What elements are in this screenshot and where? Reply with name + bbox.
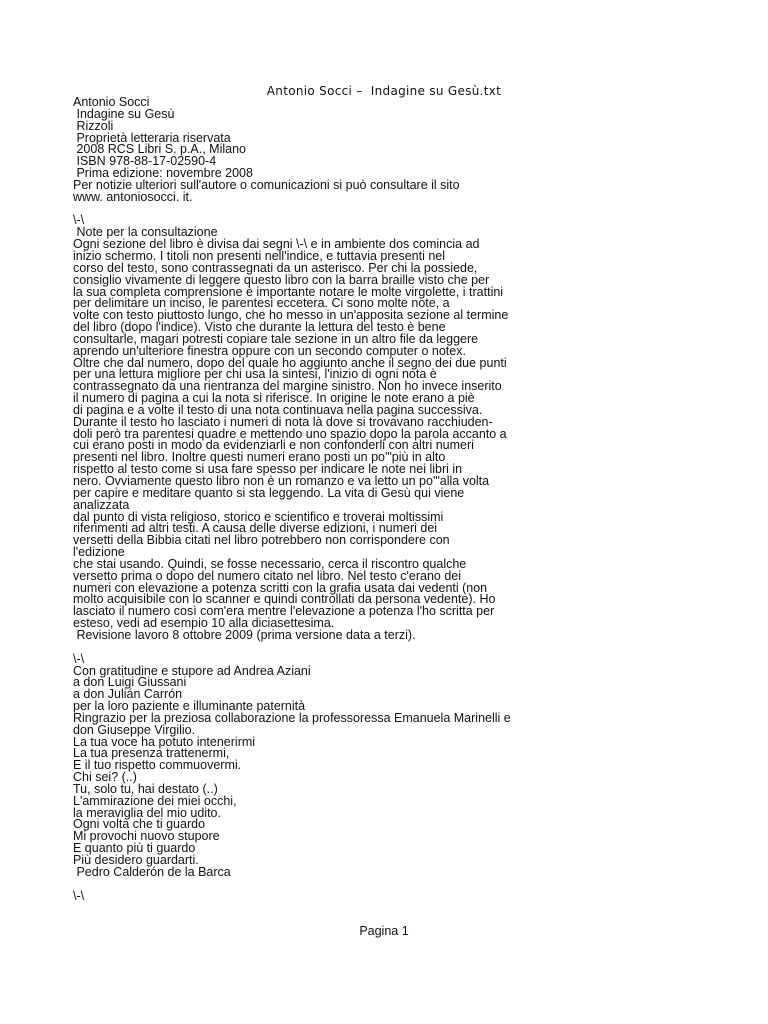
text-line: Prima edizione: novembre 2008: [73, 166, 253, 181]
text-line: analizzata: [73, 497, 130, 512]
text-line: dal punto di vista religioso, storico e scientifico e troverai moltissimi: [73, 509, 444, 524]
text-line: nero. Ovviamente questo libro non è un romanzo e va letto un po'"alla volta: [73, 474, 490, 488]
text-line: a don Luigi Giussani: [73, 675, 187, 690]
text-line: l'edizione: [73, 545, 125, 560]
text-line: corso del testo, sono contrassegnati da un asterisco. Per chi la possiede,: [73, 260, 478, 275]
text-line: versetto prima o dopo del numero citato nel libro. Nel testo c'erano dei: [73, 568, 462, 583]
text-line: numeri con elevazione a potenza scritti con la grafia usata dai vedenti (non: [73, 580, 488, 595]
text-line: Chi sei? (..): [73, 770, 137, 785]
text-line: il numero di pagina a cui la nota si riferisce. In origine le note erano a piè: [73, 391, 475, 406]
text-line: per capire e meditare quanto si sta leggendo. La vita di Gesù qui viene: [73, 485, 465, 500]
text-line: Indagine su Gesù: [73, 106, 175, 121]
text-line: \-\: [73, 651, 85, 666]
text-line: Ogni volta che ti guardo: [73, 817, 206, 832]
text-line: \-\: [73, 888, 85, 903]
text-line: molto acquisibile con lo scanner e quindi controllati da persona vedente). Ho: [73, 592, 496, 607]
text-line: la meraviglia del mio udito.: [73, 805, 221, 820]
text-line: Revisione lavoro 8 ottobre 2009 (prima versione data a terzi).: [73, 627, 416, 642]
text-line: ISBN 978-88-17-02590-4: [73, 154, 217, 169]
text-line: cui erano posti in modo da evidenziarli e non confonderli con altri numeri: [73, 438, 474, 453]
document-body: [73, 97, 763, 902]
text-line: consultarle, magari potresti copiare tale sezione in un altro file da leggere: [73, 331, 479, 346]
text-line: La tua voce ha potuto intenerirmi: [73, 734, 256, 749]
text-line: Tu, solo tu, hai destato (..): [73, 781, 218, 796]
text-line: [73, 642, 763, 654]
text-line: a don Julián Carrón: [73, 687, 183, 702]
text-line: Ogni sezione del libro è divisa dai segni \-\ e in ambiente dos comincia ad: [73, 237, 480, 252]
text-line: Oltre che dal numero, dopo del quale ho aggiunto anche il segno dei due punti: [73, 355, 507, 370]
text-line: presenti nel libro. Inoltre questi numeri erano posti un po'"più in alto: [73, 450, 446, 465]
text-line: La tua presenza trattenermi,: [73, 746, 230, 761]
text-line: Antonio Socci: [73, 95, 150, 109]
text-line: volte con testo piuttosto lungo, che ho messo in un'apposita sezione al termine: [73, 308, 509, 323]
text-line: Proprietà letteraria riservata: [73, 130, 231, 145]
text-line: Per notizie ulteriori sull'autore o comunicazioni si può consultare il sito: [73, 177, 460, 192]
text-line: lasciato il numero così com'era mentre l'elevazione a potenza l'ho scritta per: [73, 604, 495, 619]
text-line: 2008 RCS Libri S. p.A., Milano: [73, 142, 246, 157]
text-line: del libro (dopo l'indice). Visto che durante la lettura del testo è bene: [73, 320, 446, 335]
text-line: Con gratitudine e stupore ad Andrea Aziani: [73, 663, 311, 678]
text-line: E quanto più ti guardo: [73, 841, 196, 856]
text-line: versetti della Bibbia citati nel libro potrebbero non corrispondere con: [73, 533, 450, 548]
text-line: Pedro Calderón de la Barca: [73, 864, 231, 879]
text-line: L'ammirazione dei miei occhi,: [73, 793, 237, 808]
document-title: Antonio Socci – Indagine su Gesù.txt: [266, 84, 502, 98]
text-line: Mi provochi nuovo stupore: [73, 829, 220, 844]
text-line: E il tuo rispetto commuovermi.: [73, 758, 242, 773]
text-line: \-\: [73, 213, 85, 228]
text-line: riferimenti ad altri testi. A causa delle diverse edizioni, i numeri dei: [73, 521, 438, 536]
text-line: Più desidero guardarti.: [73, 853, 199, 867]
text-line: Ringrazio per la preziosa collaborazione la professoressa Emanuela Marinelli e: [73, 710, 511, 725]
text-line: aprendo un'ulteriore finestra oppure con un secondo computer o notex.: [73, 343, 466, 358]
text-line: Note per la consultazione: [73, 225, 218, 240]
text-line: Rizzoli: [73, 118, 114, 133]
text-line: per delimitare un inciso, le parentesi eccetera. Ci sono molte note, a: [73, 296, 450, 311]
text-line: Durante il testo ho lasciato i numeri di nota là dove si trovavano racchiuden-: [73, 414, 493, 429]
text-line: [73, 204, 763, 216]
text-line: consiglio vivamente di leggere questo libro con la barra braille visto che per: [73, 272, 490, 287]
text-line: rispetto al testo come si usa fare spesso per indicare le note nei libri in: [73, 462, 463, 477]
text-line: per una lettura migliore per chi usa la sintesi, l'inizio di ogni nota è: [73, 367, 437, 382]
text-line: esteso, vedi ad esempio 10 alla diciasettesima.: [73, 616, 335, 631]
text-line: la sua completa comprensione è importante notare le molte virgolette, i trattini: [73, 284, 504, 299]
text-line: www. antoniosocci. it.: [73, 189, 193, 204]
text-line: [73, 879, 763, 891]
text-line: di pagina e a volte il testo di una nota continuava nella pagina successiva.: [73, 402, 483, 417]
text-line: che stai usando. Quindi, se fosse necessario, cerca il riscontro qualche: [73, 556, 467, 571]
text-line: doli però tra parentesi quadre e mettendo uno spazio dopo la parola accanto a: [73, 426, 507, 441]
page-number: Pagina 1: [359, 924, 409, 938]
text-line: inizio schermo. I titoli non presenti nell'indice, e tuttavia presenti nel: [73, 248, 446, 263]
text-line: contrassegnato da una rientranza del margine sinistro. Non ho invece inserito: [73, 379, 502, 394]
text-line: don Giuseppe Virgilio.: [73, 722, 196, 737]
text-line: per la loro paziente e illuminante paternità: [73, 699, 306, 714]
